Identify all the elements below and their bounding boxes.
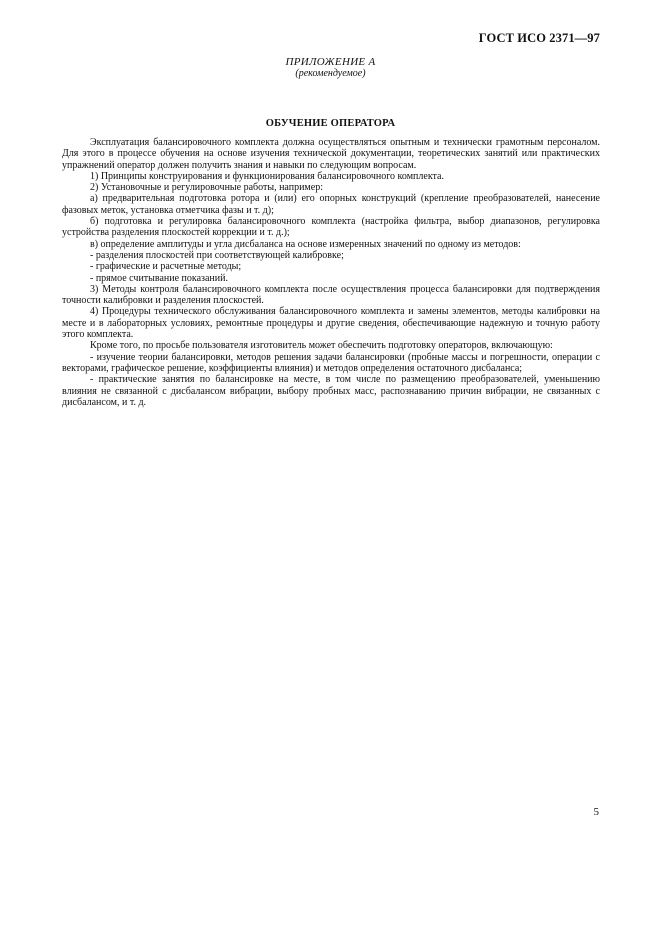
- list-item: - практические занятия по балансировке на месте, в том числе по размещению преобразователей, уменьшению влияния не связанной с дисбалансом вибрации, выбору пробных масс, распознаванию причин вибрации, не связанных с дисбалансом, и т. д.: [62, 374, 600, 408]
- paragraph: б) подготовка и регулировка балансировочного комплекта (настройка фильтра, выбор диапазонов, регулировка устройства разделения плоскостей коррекции и т. д.);: [62, 216, 600, 239]
- annex-title: ПРИЛОЖЕНИЕ А: [285, 56, 376, 68]
- paragraph: 4) Процедуры технического обслуживания балансировочного комплекта и замены элементов, методы калибровки на месте и в лабораторных условиях, ремонтные процедуры и другие сведения, обеспечивающие надежную и точную работу этого комплекта.: [62, 306, 600, 341]
- paragraph: а) предварительная подготовка ротора и (или) его опорных конструкций (крепление преобразователей, нанесение фазовых меток, установка отметчика фазы и т. д);: [62, 193, 600, 216]
- paragraph: 2) Установочные и регулировочные работы, например:: [90, 182, 323, 194]
- section-title: ОБУЧЕНИЕ ОПЕРАТОРА: [265, 118, 396, 129]
- list-item: - изучение теории балансировки, методов решения задачи балансировки (пробные массы и погрешности, операции с векторами, графическое решение, коэффициенты влияния) и методов определения остаточного дисбаланса;: [62, 351, 600, 374]
- paragraph: 3) Методы контроля балансировочного комплекта после осуществления процесса балансировки для подтверждения точности калибровки и разделения плоскостей.: [62, 283, 600, 307]
- list-item: - графические и расчетные методы;: [90, 261, 242, 273]
- body-text: [62, 137, 600, 408]
- standard-code: ГОСТ ИСО 2371—97: [478, 31, 600, 45]
- paragraph: Эксплуатация балансировочного комплекта должна осуществляться опытным и технически грамотным персоналом. Для этого в процессе обучения на основе изучения технической документации, теоретических занятий или практических упражнений оператор должен получить знания и навыки по следующим вопросам.: [62, 137, 600, 171]
- page-number: 5: [593, 806, 599, 818]
- list-item: - прямое считывание показаний.: [90, 272, 228, 284]
- list-item: - разделения плоскостей при соответствующей калибровке;: [90, 249, 344, 261]
- annex-subtitle: (рекомендуемое): [295, 68, 366, 79]
- paragraph: в) определение амплитуды и угла дисбаланса на основе измеренных значений по одному из методов:: [90, 238, 521, 250]
- paragraph: Кроме того, по просьбе пользователя изготовитель может обеспечить подготовку операторов, включающую:: [90, 340, 553, 352]
- annex-heading: [0, 56, 661, 80]
- paragraph: 1) Принципы конструирования и функционирования балансировочного комплекта.: [90, 170, 444, 182]
